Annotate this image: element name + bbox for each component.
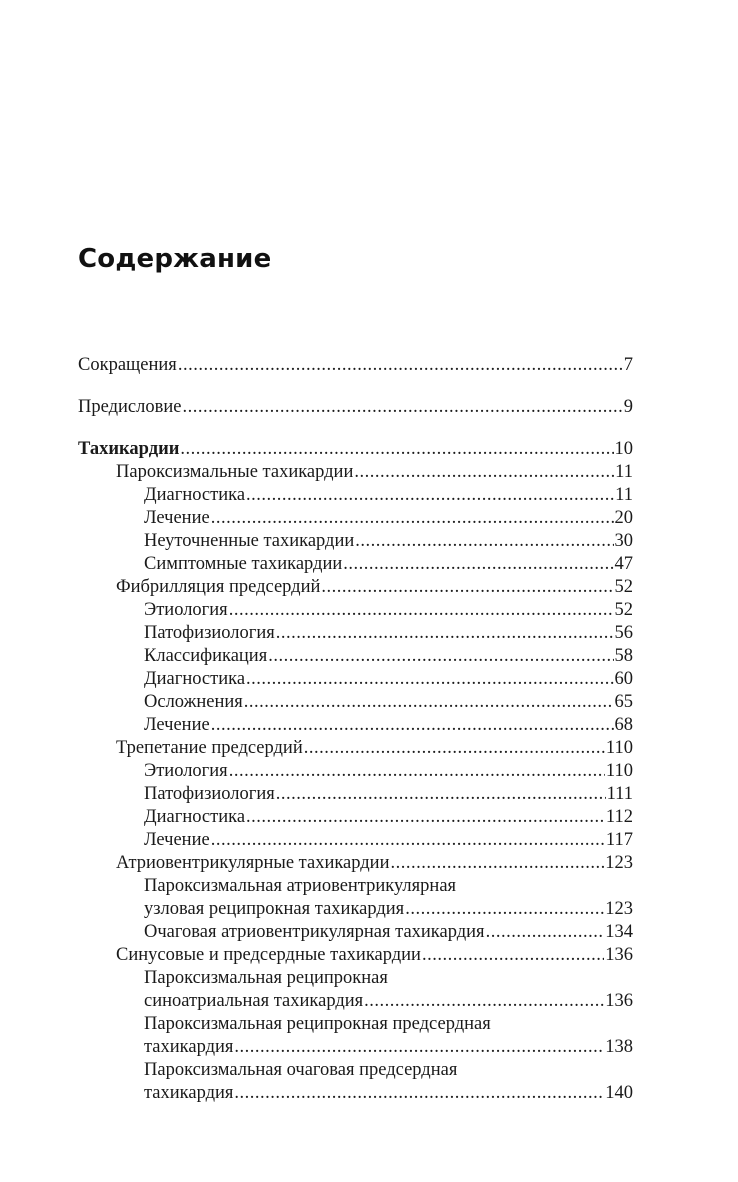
toc-entry-title: Пароксизмальная очаговая предсердная (144, 1060, 458, 1080)
toc-leader-dots (268, 645, 613, 668)
toc-leader-dots (246, 806, 605, 829)
toc-page-number: 117 (605, 830, 633, 850)
toc-page-number: 123 (605, 853, 633, 873)
toc-entry[interactable] (78, 461, 633, 484)
toc-leader-dots (211, 507, 614, 530)
toc-entry[interactable] (78, 599, 633, 622)
toc-entry-title: Классификация (144, 646, 268, 666)
toc-page-number: 136 (605, 991, 633, 1011)
toc-leader-dots (229, 599, 614, 622)
toc-entry-title: тахикардия (144, 1083, 234, 1103)
toc-leader-dots (390, 852, 604, 875)
toc-page-number: 140 (605, 1083, 633, 1103)
toc-leader-dots (486, 921, 605, 944)
toc-page-number: 60 (614, 669, 633, 689)
toc-leader-dots (229, 760, 605, 783)
toc-entry-title: тахикардия (144, 1037, 234, 1057)
toc-entry-title: Патофизиология (144, 623, 275, 643)
toc-entry-title: Пароксизмальная реципрокная (144, 968, 388, 988)
toc-entry[interactable] (78, 530, 633, 553)
toc-entry[interactable] (78, 829, 633, 852)
toc-leader-dots (304, 737, 605, 760)
toc-entry[interactable] (78, 898, 633, 921)
toc-leader-dots (422, 944, 604, 967)
toc-entry[interactable] (78, 691, 633, 714)
toc-entry-title: Атриовентрикулярные тахикардии (116, 853, 390, 873)
toc-page-number: 134 (605, 922, 633, 942)
toc-entry[interactable] (78, 1082, 633, 1105)
toc-page-number: 110 (605, 738, 633, 758)
toc-entry-title: Лечение (144, 830, 210, 850)
toc-page-number: 58 (614, 646, 633, 666)
toc-entry[interactable] (78, 806, 633, 829)
toc-entry[interactable] (78, 553, 633, 576)
toc-leader-dots (182, 396, 622, 419)
toc-entry-title: синоатриальная тахикардия (144, 991, 364, 1011)
toc-page-number: 9 (623, 397, 633, 417)
toc-entry-title: Неуточненные тахикардии (144, 531, 355, 551)
table-of-contents (78, 354, 633, 1105)
toc-entry[interactable] (78, 944, 633, 967)
toc-page-number: 7 (623, 355, 633, 375)
toc-entry-title: Диагностика (144, 485, 246, 505)
toc-entry-title: Этиология (144, 761, 228, 781)
toc-entry-title: Патофизиология (144, 784, 275, 804)
toc-entry[interactable] (78, 714, 633, 737)
toc-page-number: 112 (605, 807, 633, 827)
toc-entry-title: Лечение (144, 508, 210, 528)
toc-page-number: 47 (614, 554, 633, 574)
toc-leader-dots (364, 990, 604, 1013)
toc-page-number: 68 (614, 715, 633, 735)
toc-entry-title: Синусовые и предсердные тахикардии (116, 945, 421, 965)
toc-page-number: 52 (614, 600, 633, 620)
toc-entry-title: Фибрилляция предсердий (116, 577, 321, 597)
toc-entry-title: Пароксизмальные тахикардии (116, 462, 354, 482)
toc-leader-dots (355, 530, 613, 553)
toc-leader-dots (354, 461, 614, 484)
toc-leader-dots (180, 438, 613, 461)
toc-page-number: 56 (614, 623, 633, 643)
toc-page-number: 11 (615, 462, 633, 482)
toc-entry[interactable] (78, 990, 633, 1013)
toc-leader-dots (321, 576, 613, 599)
toc-entry-title: узловая реципрокная тахикардия (144, 899, 405, 919)
toc-entry-first-line (78, 967, 633, 990)
toc-entry[interactable] (78, 737, 633, 760)
page-title: Содержание (78, 244, 272, 274)
toc-entry-title: Трепетание предсердий (116, 738, 303, 758)
toc-entry[interactable] (78, 576, 633, 599)
toc-leader-dots (405, 898, 604, 921)
toc-entry-title: Симптомные тахикардии (144, 554, 343, 574)
toc-page-number: 111 (606, 784, 633, 804)
toc-page-number: 52 (614, 577, 633, 597)
toc-page-number: 123 (605, 899, 633, 919)
toc-page-number: 110 (605, 761, 633, 781)
toc-leader-dots (246, 668, 613, 691)
toc-leader-dots (211, 714, 614, 737)
toc-entry-title: Диагностика (144, 807, 246, 827)
toc-page-number: 65 (614, 692, 633, 712)
toc-entry[interactable] (78, 1036, 633, 1059)
toc-entry-title: Пароксизмальная атриовентрикулярная (144, 876, 457, 896)
toc-leader-dots (178, 354, 623, 377)
toc-page-number: 30 (614, 531, 633, 551)
toc-page-number: 10 (614, 439, 633, 459)
toc-page-number: 11 (615, 485, 633, 505)
toc-entry-first-line (78, 875, 633, 898)
toc-entry[interactable] (78, 438, 633, 461)
toc-entry-title: Диагностика (144, 669, 246, 689)
toc-leader-dots (246, 484, 614, 507)
toc-page-number: 136 (605, 945, 633, 965)
toc-entry[interactable] (78, 852, 633, 875)
toc-entry[interactable] (78, 668, 633, 691)
toc-entry-title: Осложнения (144, 692, 243, 712)
toc-entry-title: Пароксизмальная реципрокная предсердная (144, 1014, 491, 1034)
toc-leader-dots (234, 1082, 604, 1105)
toc-entry[interactable] (78, 783, 633, 806)
toc-entry[interactable] (78, 507, 633, 530)
toc-entry[interactable] (78, 622, 633, 645)
toc-entry[interactable] (78, 645, 633, 668)
toc-leader-dots (234, 1036, 604, 1059)
toc-entry-title: Очаговая атриовентрикулярная тахикардия (144, 922, 485, 942)
toc-page-number: 20 (614, 508, 633, 528)
toc-entry-title: Тахикардии (78, 439, 180, 459)
toc-entry-first-line (78, 1013, 633, 1036)
toc-leader-dots (211, 829, 605, 852)
toc-entry-title: Предисловие (78, 397, 182, 417)
toc-entry-title: Этиология (144, 600, 228, 620)
toc-entry-title: Лечение (144, 715, 210, 735)
toc-leader-dots (276, 622, 614, 645)
toc-entry[interactable] (78, 921, 633, 944)
toc-leader-dots (244, 691, 614, 714)
toc-leader-dots (276, 783, 606, 806)
toc-entry-first-line (78, 1059, 633, 1082)
toc-entry[interactable] (78, 354, 633, 377)
toc-leader-dots (343, 553, 613, 576)
toc-page-number: 138 (605, 1037, 633, 1057)
toc-entry-title: Сокращения (78, 355, 177, 375)
toc-entry[interactable] (78, 760, 633, 783)
toc-entry[interactable] (78, 484, 633, 507)
toc-entry[interactable] (78, 396, 633, 419)
